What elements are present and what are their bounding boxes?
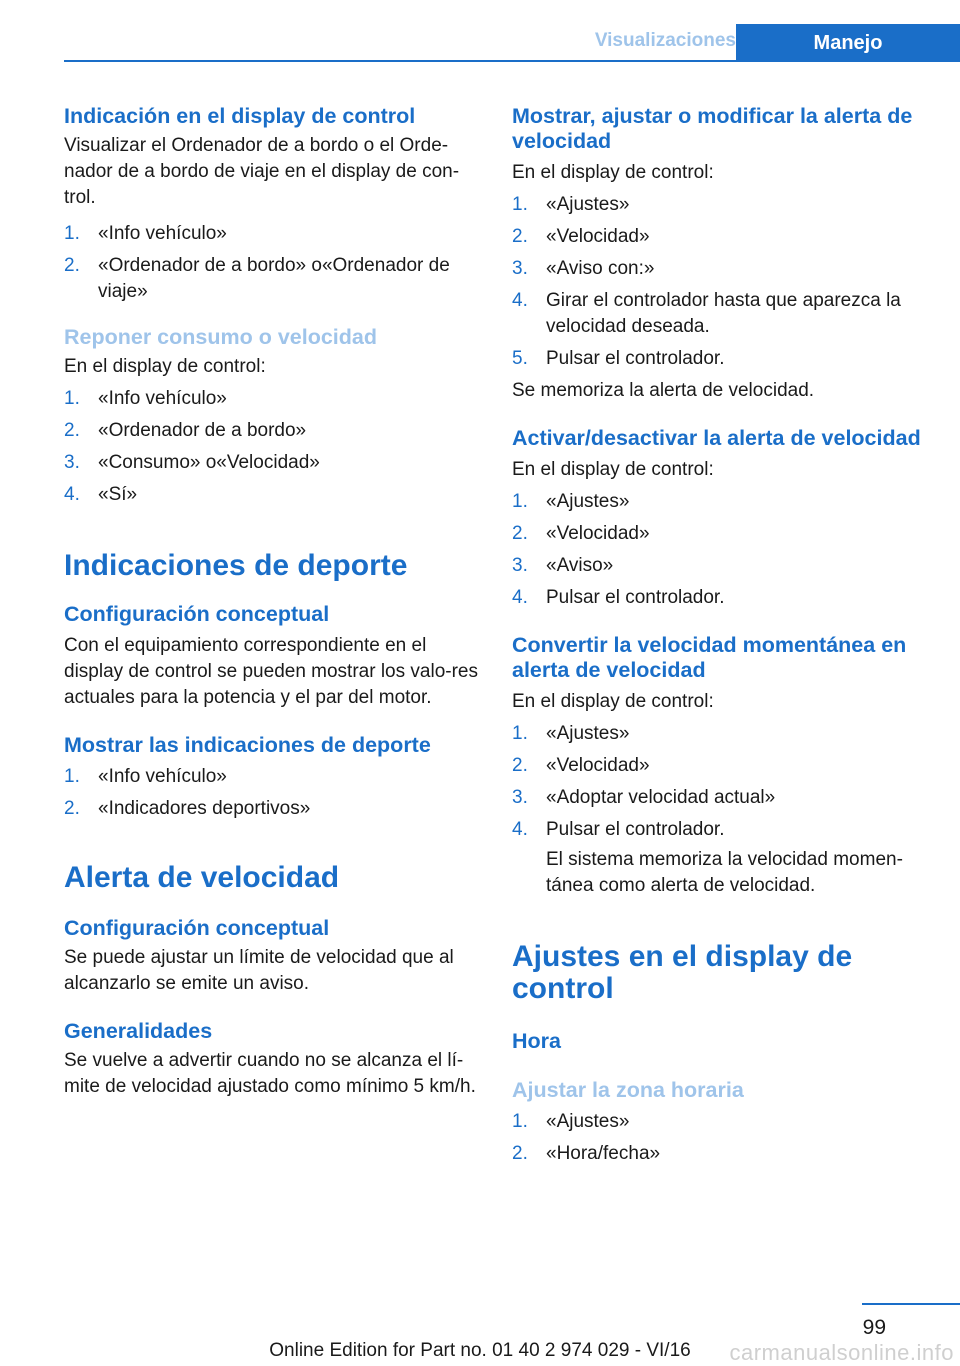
tab-visualizaciones[interactable]: Visualizaciones [594, 30, 736, 51]
step-text: «Velocidad» [546, 523, 650, 544]
step-number: 1. [512, 723, 528, 744]
paragraph-generalidades: Se vuelve a advertir cuando no se alcanza el lí‐mite de velocidad ajustado como mínimo 5 km/h. [64, 1050, 476, 1097]
list-item [64, 386, 484, 412]
list-item [512, 288, 932, 340]
paragraph-convertir: En el display de control: [512, 691, 714, 712]
step-number: 3. [512, 555, 528, 576]
step-number: 1. [512, 491, 528, 512]
step-text: «Indicadores deportivos» [98, 798, 311, 819]
section-title-hora: Hora [512, 1029, 561, 1053]
page-number: 99 [862, 1316, 886, 1339]
step-text: «Info vehículo» [98, 223, 227, 244]
list-item [512, 817, 932, 899]
list-item [64, 764, 484, 790]
list-item [64, 482, 484, 508]
step-number: 2. [512, 226, 528, 247]
step-number: 2. [512, 523, 528, 544]
step-text: «Velocidad» [546, 755, 650, 776]
watermark: carmanualsonline.info [729, 1340, 954, 1365]
step-text: «Ajustes» [546, 194, 630, 215]
paragraph-configuracion-alerta: Se puede ajustar un límite de velocidad que al alcanzarlo se emite un aviso. [64, 947, 454, 994]
list-item [512, 346, 932, 372]
steps-activar [512, 489, 932, 611]
step-text: «Velocidad» [546, 226, 650, 247]
subsection-title-reponer: Reponer consumo o velocidad [64, 325, 377, 349]
footer-rule [862, 1303, 960, 1305]
list-item [512, 1141, 932, 1167]
list-item [512, 585, 932, 611]
section-title-mostrar-alerta: Mostrar, ajustar o modificar la alerta de velocidad [512, 104, 913, 153]
section-title-configuracion: Configuración conceptual [64, 602, 330, 626]
section-title-mostrar-deporte: Mostrar las indicaciones de deporte [64, 733, 431, 757]
list-item [512, 553, 932, 579]
step-text: «Ajustes» [546, 1111, 630, 1132]
steps-zona-horaria [512, 1109, 932, 1167]
list-item [512, 721, 932, 747]
section-title-convertir: Convertir la velocidad momentánea en alerta de velocidad [512, 633, 907, 682]
step-text: «Consumo» o«Velocidad» [98, 452, 320, 473]
list-item [512, 753, 932, 779]
step-number: 3. [512, 787, 528, 808]
list-item [512, 489, 932, 515]
list-item [64, 796, 484, 822]
step-number: 3. [64, 452, 80, 473]
edition-footer: Online Edition for Part no. 01 40 2 974 029 - VI/16 [269, 1340, 691, 1361]
step-text: «Info vehículo» [98, 766, 227, 787]
subsection-title-zona-horaria: Ajustar la zona horaria [512, 1078, 744, 1102]
page-header [64, 24, 960, 62]
steps-indicacion [64, 221, 484, 305]
header-rule [64, 60, 960, 62]
list-item [512, 521, 932, 547]
step-number: 2. [64, 420, 80, 441]
step-number: 2. [64, 255, 80, 276]
list-item [64, 418, 484, 444]
step-text: Pulsar el controlador. [546, 587, 725, 608]
paragraph-activar: En el display de control: [512, 459, 714, 480]
step-number: 1. [512, 1111, 528, 1132]
list-item [64, 450, 484, 476]
step-number: 4. [64, 484, 80, 505]
list-item [512, 192, 932, 218]
paragraph-reponer: En el display de control: [64, 356, 266, 377]
steps-reponer [64, 386, 484, 508]
list-item [512, 224, 932, 250]
section-title-generalidades: Generalidades [64, 1019, 213, 1043]
list-item [64, 221, 484, 247]
list-item [512, 785, 932, 811]
step-number: 1. [64, 223, 80, 244]
step-text: «Aviso» [546, 555, 614, 576]
left-column [64, 104, 484, 1100]
right-column [512, 104, 932, 1167]
steps-mostrar-deporte [64, 764, 484, 822]
step-number: 4. [512, 819, 528, 840]
list-item [512, 256, 932, 282]
note-memoriza: Se memoriza la alerta de velocidad. [512, 380, 815, 401]
heading-indicaciones-deporte: Indicaciones de deporte [64, 549, 408, 582]
step-text: «Sí» [98, 484, 138, 505]
steps-mostrar-alerta [512, 192, 932, 372]
section-title-activar: Activar/desactivar la alerta de velocidad [512, 426, 921, 450]
step-text: Pulsar el controlador. [546, 819, 725, 840]
step-number: 4. [512, 290, 528, 311]
step-text: «Ajustes» [546, 491, 630, 512]
step-text: «Ajustes» [546, 723, 630, 744]
step-number: 1. [64, 766, 80, 787]
step-number: 2. [512, 755, 528, 776]
heading-alerta-velocidad: Alerta de velocidad [64, 861, 340, 894]
section-title-indicacion: Indicación en el display de control [64, 104, 416, 128]
step-text: «Adoptar velocidad actual» [546, 787, 776, 808]
step-text: «Hora/fecha» [546, 1143, 661, 1164]
step-text: «Ordenador de a bordo» [98, 420, 307, 441]
step-number: 2. [64, 798, 80, 819]
heading-ajustes-display: Ajustes en el display de control [512, 940, 853, 1005]
list-item [512, 1109, 932, 1135]
step-number: 3. [512, 258, 528, 279]
step-number: 2. [512, 1143, 528, 1164]
section-title-configuracion-alerta: Configuración conceptual [64, 916, 330, 940]
step-number: 1. [512, 194, 528, 215]
tab-manejo[interactable]: Manejo [736, 24, 960, 62]
steps-convertir [512, 721, 932, 899]
step-number: 5. [512, 348, 528, 369]
step-text: Girar el controlador hasta que aparezca la velocidad deseada. [546, 290, 901, 337]
paragraph-indicacion: Visualizar el Ordenador de a bordo o el Orde‐nador de a bordo de viaje en el display de con‐trol. [64, 135, 460, 208]
step-text: Pulsar el controlador. [546, 348, 725, 369]
step-text: «Aviso con:» [546, 258, 655, 279]
step-text: «Ordenador de a bordo» o«Ordenador de viaje» [98, 255, 450, 302]
step-text: «Info vehículo» [98, 388, 227, 409]
paragraph-mostrar-alerta: En el display de control: [512, 162, 714, 183]
step-result: El sistema memoriza la velocidad momen‐tánea como alerta de velocidad. [546, 849, 903, 896]
list-item [64, 253, 484, 305]
step-number: 1. [64, 388, 80, 409]
paragraph-configuracion: Con el equipamiento correspondiente en el display de control se pueden mostrar los valo‐res actuales para la potencia y el par del motor. [64, 635, 478, 708]
step-number: 4. [512, 587, 528, 608]
